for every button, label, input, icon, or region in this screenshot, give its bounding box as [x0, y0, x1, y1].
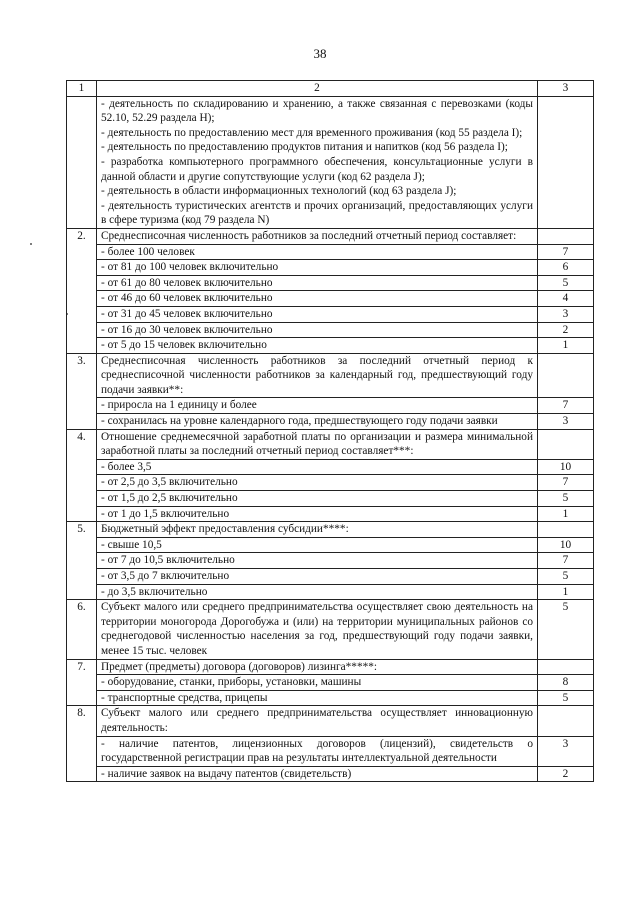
option-row — [67, 291, 594, 307]
option-row — [67, 398, 594, 414]
intro-line: - деятельность в области информационных технологий (код 63 раздела J); — [101, 185, 457, 198]
section-title-row — [67, 600, 594, 659]
option-score: 3 — [538, 414, 594, 430]
option-label: - сохранилась на уровне календарного года, предшествующего году подачи заявки — [97, 414, 538, 430]
intro-row — [67, 96, 594, 228]
intro-line: - деятельность по складированию и хранению, а также связанная с перевозками (коды 52.10, 52.29 раздела H); — [101, 97, 533, 125]
option-row — [67, 459, 594, 475]
option-score: 5 — [538, 275, 594, 291]
section-number: 4. — [67, 429, 97, 522]
option-label: - до 3,5 включительно — [97, 584, 538, 600]
option-label: - от 1 до 1,5 включительно — [97, 506, 538, 522]
option-row — [67, 244, 594, 260]
option-label: - от 61 до 80 человек включительно — [97, 275, 538, 291]
option-label: - от 1,5 до 2,5 включительно — [97, 491, 538, 507]
option-label: - от 3,5 до 7 включительно — [97, 569, 538, 585]
section-title-row — [67, 706, 594, 736]
section-score — [538, 429, 594, 459]
section-title-row — [67, 522, 594, 538]
option-label: - от 31 до 45 человек включительно — [97, 306, 538, 322]
option-row — [67, 260, 594, 276]
option-row — [67, 491, 594, 507]
section-title: Бюджетный эффект предоставления субсидии****: — [97, 522, 538, 538]
margin-dot — [30, 243, 32, 245]
section-score — [538, 522, 594, 538]
table-header-row — [67, 81, 594, 97]
option-score: 2 — [538, 322, 594, 338]
option-row — [67, 690, 594, 706]
option-score: 1 — [538, 584, 594, 600]
section-score — [538, 353, 594, 398]
option-score: 7 — [538, 398, 594, 414]
section-title: Субъект малого или среднего предпринимательства осуществляет инновационную деятельность: — [97, 706, 538, 736]
option-label: - наличие заявок на выдачу патентов (свидетельств) — [97, 766, 538, 782]
section-title-row — [67, 429, 594, 459]
page-number: 38 — [313, 46, 327, 61]
option-label: - от 81 до 100 человек включительно — [97, 260, 538, 276]
header-col-1: 1 — [67, 81, 97, 97]
option-label: - свыше 10,5 — [97, 537, 538, 553]
intro-line: - деятельность туристических агентств и прочих организаций, предоставляющих услуги в сфере туризма (код 79 раздела N) — [101, 199, 533, 227]
option-row — [67, 338, 594, 354]
section-title-row — [67, 228, 594, 244]
option-row — [67, 675, 594, 691]
option-score: 1 — [538, 338, 594, 354]
option-score: 8 — [538, 675, 594, 691]
option-label: - от 16 до 30 человек включительно — [97, 322, 538, 338]
option-score: 6 — [538, 260, 594, 276]
criteria-table — [66, 80, 594, 782]
section-title-row — [67, 659, 594, 675]
option-label: - более 100 человек — [97, 244, 538, 260]
option-label: - от 46 до 60 человек включительно — [97, 291, 538, 307]
option-row — [67, 475, 594, 491]
option-row — [67, 569, 594, 585]
section-title: Субъект малого или среднего предпринимательства осуществляет свою деятельность на территории моногорода Дорогобужа и (или) на территории муниципальных районов со среднегодовой численностью населения за год, предшествующий году подачи заявки, менее 15 тыс. человек — [97, 600, 538, 659]
option-row — [67, 275, 594, 291]
section-score: 5 — [538, 600, 594, 659]
section-title: Отношение среднемесячной заработной платы по организации и размера минимальной заработной платы за последний отчетный период составляет***: — [97, 429, 538, 459]
option-row — [67, 537, 594, 553]
option-score: 3 — [538, 736, 594, 766]
section-number: 2. — [67, 228, 97, 353]
section-number: 7. — [67, 659, 97, 706]
section-title-row — [67, 353, 594, 398]
option-label: - более 3,5 — [97, 459, 538, 475]
option-score: 10 — [538, 537, 594, 553]
option-label: - транспортные средства, прицепы — [97, 690, 538, 706]
option-row — [67, 584, 594, 600]
header-col-3: 3 — [538, 81, 594, 97]
intro-score-cell — [538, 96, 594, 228]
option-score: 5 — [538, 569, 594, 585]
option-row — [67, 322, 594, 338]
option-label: - приросла на 1 единицу и более — [97, 398, 538, 414]
option-row — [67, 506, 594, 522]
intro-line: - разработка компьютерного программного обеспечения, консультационные услуги в данной области и другие сопутствующие услуги (код 62 раздела J); — [101, 155, 533, 183]
section-title: Среднесписочная численность работников за последний отчетный период к среднесписочной численности работников за календарный год, предшествующий году подачи заявки**: — [97, 353, 538, 398]
section-score — [538, 659, 594, 675]
option-score: 3 — [538, 306, 594, 322]
option-label: - наличие патентов, лицензионных договоров (лицензий), свидетельств о государственной регистрации прав на результаты интеллектуальной деятельности — [97, 736, 538, 766]
section-title: Предмет (предметы) договора (договоров) лизинга*****: — [97, 659, 538, 675]
option-label: - от 5 до 15 человек включительно — [97, 338, 538, 354]
option-score: 4 — [538, 291, 594, 307]
section-number: 6. — [67, 600, 97, 659]
section-title: Среднесписочная численность работников за последний отчетный период составляет: — [97, 228, 538, 244]
option-score: 1 — [538, 506, 594, 522]
option-score: 7 — [538, 553, 594, 569]
intro-line: - деятельность по предоставлению мест для временного проживания (код 55 раздела I); — [101, 126, 523, 139]
option-row — [67, 553, 594, 569]
option-score: 7 — [538, 475, 594, 491]
option-label: - оборудование, станки, приборы, установки, машины — [97, 675, 538, 691]
intro-line: - деятельность по предоставлению продуктов питания и напитков (код 56 раздела I); — [101, 141, 508, 154]
section-number: 3. — [67, 353, 97, 429]
option-score: 10 — [538, 459, 594, 475]
option-score: 7 — [538, 244, 594, 260]
option-score: 2 — [538, 766, 594, 782]
intro-num-cell — [67, 96, 97, 228]
option-row — [67, 306, 594, 322]
option-score: 5 — [538, 690, 594, 706]
header-col-2: 2 — [97, 81, 538, 97]
option-row — [67, 736, 594, 766]
section-score — [538, 228, 594, 244]
section-number: 5. — [67, 522, 97, 600]
section-score — [538, 706, 594, 736]
section-number: 8. — [67, 706, 97, 782]
option-row — [67, 766, 594, 782]
option-label: - от 2,5 до 3,5 включительно — [97, 475, 538, 491]
option-label: - от 7 до 10,5 включительно — [97, 553, 538, 569]
option-score: 5 — [538, 491, 594, 507]
intro-text-cell — [97, 96, 538, 228]
option-row — [67, 414, 594, 430]
